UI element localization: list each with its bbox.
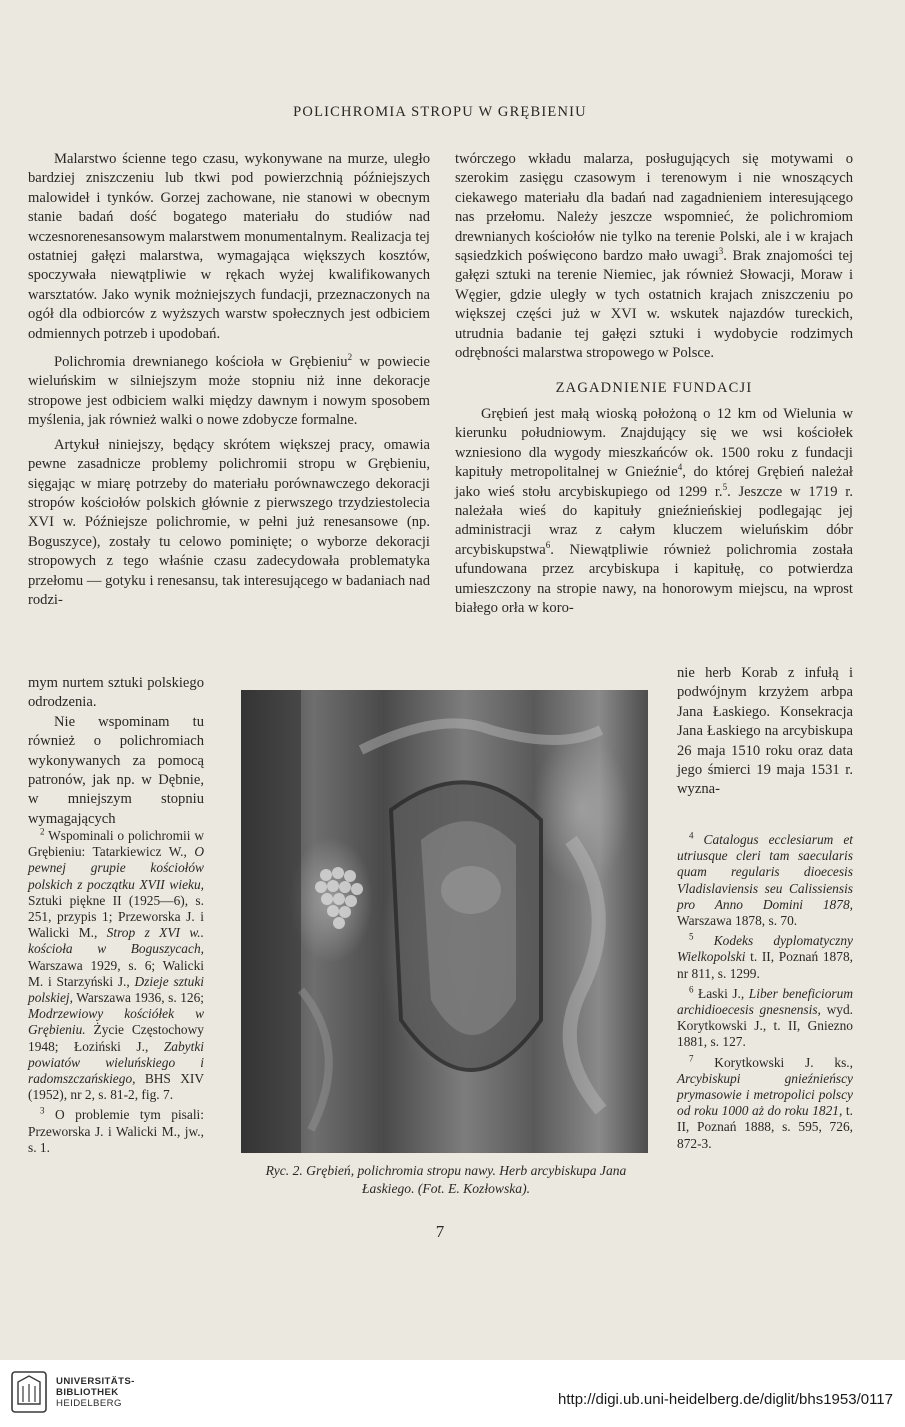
figure-caption: Ryc. 2. Grębień, polichromia stropu nawy. Herb arcybiskupa Jana Łaskiego. (Fot. E. Kozłowska). <box>265 1163 627 1196</box>
paragraph: Grębień jest małą wioską położoną o 12 km od Wielunia w kierunku południowym. Znajdujący się we wsi kościołek wzniesiono dla wygody mieszkańców ok. 1500 roku z fundacji kapituły metropolitalnej w Gnieźnie$^4$, do której Grębień należał jako wieś stołu arcybiskupiego od 1299 r.$^5$. Jeszcze w 1719 r. należała wieś do kapituły gnieźnieńskiej podlegając jej administracji wraz z całym kluczem wieluńskim dóbr arcybiskupstwa$^6$. Niewątpliwie również polichromia została ufundowana przez arcybiskupa i kapitułę, co potwierdza umieszczony na stropie nawy, na honorowym miejscu, na wprost białego orła w koro- <box>455 405 853 616</box>
footnote: $^5$ Kodeks dyplomatyczny Wielkopolski t. II, Poznań 1878, nr 811, s. 1299. <box>677 931 853 981</box>
library-logo <box>10 1370 140 1418</box>
footnote: $^4$ Catalogus ecclesiarum et utriusque cleri tam saecularis quam regularis dioecesis Vladislaviensis seu Calissiensis pro Anno Domini 1878, Warszawa 1878, s. 70. <box>677 830 853 929</box>
paragraph: Polichromia drewnianego kościoła w Grębieniu$^2$ w powiecie wieluńskim w silniejszym może stopniu niż inne dekoracje stropowe jest odbiciem walki między dawnym i nowym sposobem myślenia, jak również walki o nowe zdobycze formalne. <box>28 352 431 429</box>
right-column-narrow <box>677 664 853 800</box>
running-head: POLICHROMIA STROPU W GRĘBIENIU <box>293 104 587 120</box>
section-heading: ZAGADNIENIE FUNDACJI <box>555 380 753 397</box>
permalink-url[interactable]: http://digi.ub.uni-heidelberg.de/diglit/bhs1953/0117 <box>558 1391 893 1408</box>
paragraph: Artykuł niniejszy, będący skrótem większej pracy, omawia pewne zasadnicze problemy polichromii stropu w Grębieniu, sięgając w miarę potrzeby do materiału porównawczego dekoracji stropów kościołów polskich głównie z pierwszego trzydziestolecia XVI w. Późniejsze polichromie, w pełni już renesansowe (np. Boguszyce), zostały tu celowo pominięte; o wyborze dekoracji stropowych z tego właśnie czasu zadecydowała problematyka przełomu — gotyku i renesansu, tak interesującego w badaniach nad rodzi- <box>28 436 430 608</box>
right-column-top <box>455 150 853 618</box>
paragraph: Nie wspominam tu również o polichromiach wykonywanych za pomocą patronów, jak np. w Dębnie, w mniejszym stopniu wymagających <box>28 713 204 827</box>
left-column-top <box>28 150 430 610</box>
library-seal-icon <box>10 1370 50 1414</box>
paragraph: mym nurtem sztuki polskiego odrodzenia. <box>28 675 204 711</box>
footnote: $^3$ O problemie tym pisali: Przeworska J. i Walicki M., jw., s. 1. <box>28 1105 204 1155</box>
left-column-narrow <box>28 674 204 829</box>
footnote: $^7$ Korytkowski J. ks., Arcybiskupi gnieźnieńscy prymasowie i metropolici polscy od roku 1000 aż do roku 1821, t. II, Poznań 1888, s. 595, 726, 872-3. <box>677 1053 854 1151</box>
photograph-illustration <box>241 690 648 1153</box>
figure-photograph-coat-of-arms <box>241 690 648 1153</box>
footnote: $^6$ Łaski J., Liber beneficiorum archidioecesis gnesnensis, wyd. Korytkowski J., t. II, Gniezno 1881, s. 127. <box>677 984 853 1050</box>
footnotes-right <box>677 832 853 1156</box>
footnote: $^2$ Wspominali o polichromii w Grębieniu: Tatarkiewicz W., O pewnej grupie kościołów polskich z początku XVII wieku, Sztuki piękne II (1925—6), s. 251, przypis 1; Przeworska J. i Walicki M., Strop z XVI w.. kościoła w Boguszycach, Warszawa 1929, s. 6; Walicki M. i Starzyński J., Dzieje sztuki polskiej, Warszawa 1936, s. 126; Modrzewiowy kościółek w Grębieniu. Życie Częstochowy 1948; Łoziński J., Zabytki powiatów wieluńskiego i radomszczańskiego, BHS XIV (1952), nr 2, s. 81-2, fig. 7. <box>28 826 204 1103</box>
paragraph: Malarstwo ścienne tego czasu, wykonywane na murze, uległo bardziej zniszczeniu lub tkwi pod powierzchnią późniejszych malowideł i tynków. Gorzej zachowane, nie stanowi w obecnym stanie badań dość bogatego materiału do studiów nad wczesnorenesansowym malarstwem monumentalnym. Realizacja tej ostatniej gałęzi malarstwa, wymagająca większych kosztów, spoczywała niewątpliwie w rękach wyżej kwalifikowanych warsztatów. Jako wynik możniejszych fundacji, przeznaczonych na ogół dla odbiorców z wyższych warstw społecznych jest odbiciem odmiennych potrzeb i upodobań. <box>28 151 430 342</box>
page-number: 7 <box>435 1222 445 1241</box>
digitization-footer <box>0 1360 905 1427</box>
paragraph: twórczego wkładu malarza, posługujących się motywami o szerokim zasięgu czasowym i terenowym i nie wnoszących ciekawego materiału dla badań nad zagadnieniem interesującego nas przełomu. Należy jeszcze wspomnieć, że polichromiom drewnianych kościołów nie tylko na terenie Polski, ale i w krajach sąsiedzkich poświęcono bardzo mało uwagi$^3$. Brak znajomości tej gałęzi sztuki na terenie Niemiec, jak również Słowacji, Moraw i Węgier, gdzie uległy w tych ostatnich krajach zniszczeniu po większej części już w XVI w. wskutek najazdów tureckich, utrudnia badanie tej gałęzi sztuki i wydobycie rodzimych odrębności malarstwa stropowego w Polsce. <box>455 151 854 362</box>
paragraph: nie herb Korab z infułą i podwójnym krzyżem arbpa Jana Łaskiego. Konsekracja Jana Łaskiego na arcybiskupa 26 maja 1510 roku oraz data jego śmierci 19 maja 1531 r. wyzna- <box>677 665 853 798</box>
footnotes-left <box>28 828 204 1160</box>
library-name: UNIVERSITÄTS- BIBLIOTHEK HEIDELBERG <box>56 1376 135 1410</box>
